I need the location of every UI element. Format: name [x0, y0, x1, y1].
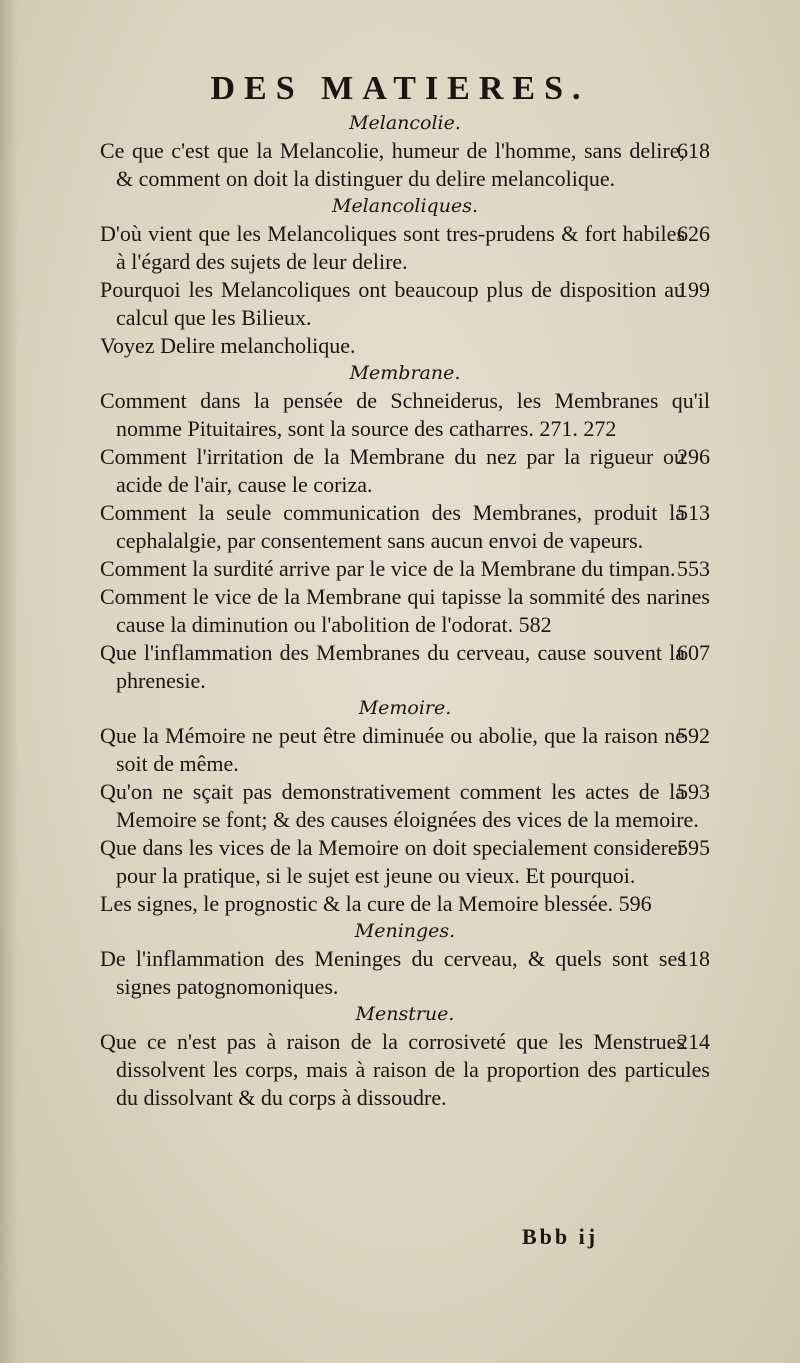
section-title: Memoire. [358, 697, 452, 719]
page-number: 513 [677, 500, 710, 525]
index-entry [100, 945, 710, 1001]
page-number: 199 [677, 277, 710, 302]
index-entry [100, 443, 710, 499]
index-entry [100, 137, 710, 193]
entry-text: Comment dans la pensée de Schneiderus, les Membranes qu'il nomme Pituitaires, sont la source des catharres. 271. 272 [100, 388, 710, 441]
page-number: 214 [677, 1029, 710, 1054]
entry-text: Voyez Delire melancholique. [100, 333, 356, 358]
section-title: Melancoliques. [331, 195, 478, 217]
section-membrane [100, 360, 710, 695]
index-content [100, 110, 710, 1112]
page-number: 626 [677, 221, 710, 246]
page-edge-shadow [0, 0, 18, 1363]
page-header: DES MATIERES. [210, 70, 590, 107]
section-title: Melancolie. [349, 112, 461, 134]
page-number: 553 [677, 556, 710, 581]
entry-text: Comment la surdité arrive par le vice de la Membrane du timpan. [100, 556, 676, 581]
index-entry [100, 890, 710, 918]
index-entry [100, 583, 710, 639]
entry-text: Pourquoi les Melancoliques ont beaucoup plus de disposition au calcul que les Bilieux. [100, 277, 685, 330]
index-entry [100, 778, 710, 834]
page-number: 618 [677, 138, 710, 163]
index-entry [100, 332, 710, 360]
index-entry [100, 1028, 710, 1112]
entry-text: Ce que c'est que la Melancolie, humeur de l'homme, sans delire, & comment on doit la distinguer du delire melancolique. [100, 138, 685, 191]
section-memoire [100, 695, 710, 918]
section-melancolie [100, 110, 710, 193]
index-entry [100, 834, 710, 890]
index-entry [100, 499, 710, 555]
page-number: 296 [677, 444, 710, 469]
section-title: Meninges. [354, 920, 456, 942]
section-melancoliques [100, 193, 710, 360]
entry-text: Que l'inflammation des Membranes du cerveau, cause souvent la phrenesie. [100, 640, 685, 693]
entry-text: Comment l'irritation de la Membrane du nez par la rigueur ou acide de l'air, cause le coriza. [100, 444, 685, 497]
section-title: Menstrue. [355, 1003, 455, 1025]
entry-text: Que dans les vices de la Memoire on doit specialement considerer pour la pratique, si le sujet est jeune ou vieux. Et pourquoi. [100, 835, 685, 888]
entry-text: Que ce n'est pas à raison de la corrosiveté que les Menstrues dissolvent les corps, mais à raison de la proportion des particules du dissolvant & du corps à dissoudre. [100, 1029, 710, 1110]
page-number: 595 [677, 835, 710, 860]
entry-text: Comment la seule communication des Membranes, produit la cephalalgie, par consentement sans aucun envoi de vapeurs. [100, 500, 685, 553]
signature-mark: Bbb ij [522, 1224, 599, 1249]
page-number: 118 [677, 946, 710, 971]
entry-text: Les signes, le prognostic & la cure de la Memoire blessée. 596 [100, 891, 652, 916]
entry-text: Comment le vice de la Membrane qui tapisse la sommité des narines cause la diminution ou l'abolition de l'odorat. 582 [100, 584, 710, 637]
entry-text: De l'inflammation des Meninges du cerveau, & quels sont ses signes patognomoniques. [100, 946, 686, 999]
entry-text: D'où vient que les Melancoliques sont tres-prudens & fort habiles à l'égard des sujets de leur delire. [100, 221, 685, 274]
page-number: 593 [677, 779, 710, 804]
entry-text: Que la Mémoire ne peut être diminuée ou abolie, que la raison ne soit de même. [100, 723, 685, 776]
entry-text: Qu'on ne sçait pas demonstrativement comment les actes de la Memoire se font; & des causes éloignées des vices de la memoire. [100, 779, 699, 832]
section-title: Membrane. [349, 362, 461, 384]
section-meninges [100, 918, 710, 1001]
index-entry [100, 387, 710, 443]
section-menstrue [100, 1001, 710, 1112]
page-number: 592 [677, 723, 710, 748]
index-entry [100, 639, 710, 695]
index-entry [100, 276, 710, 332]
index-entry [100, 555, 710, 583]
index-entry [100, 220, 710, 276]
index-entry [100, 722, 710, 778]
page-number: 607 [677, 640, 710, 665]
